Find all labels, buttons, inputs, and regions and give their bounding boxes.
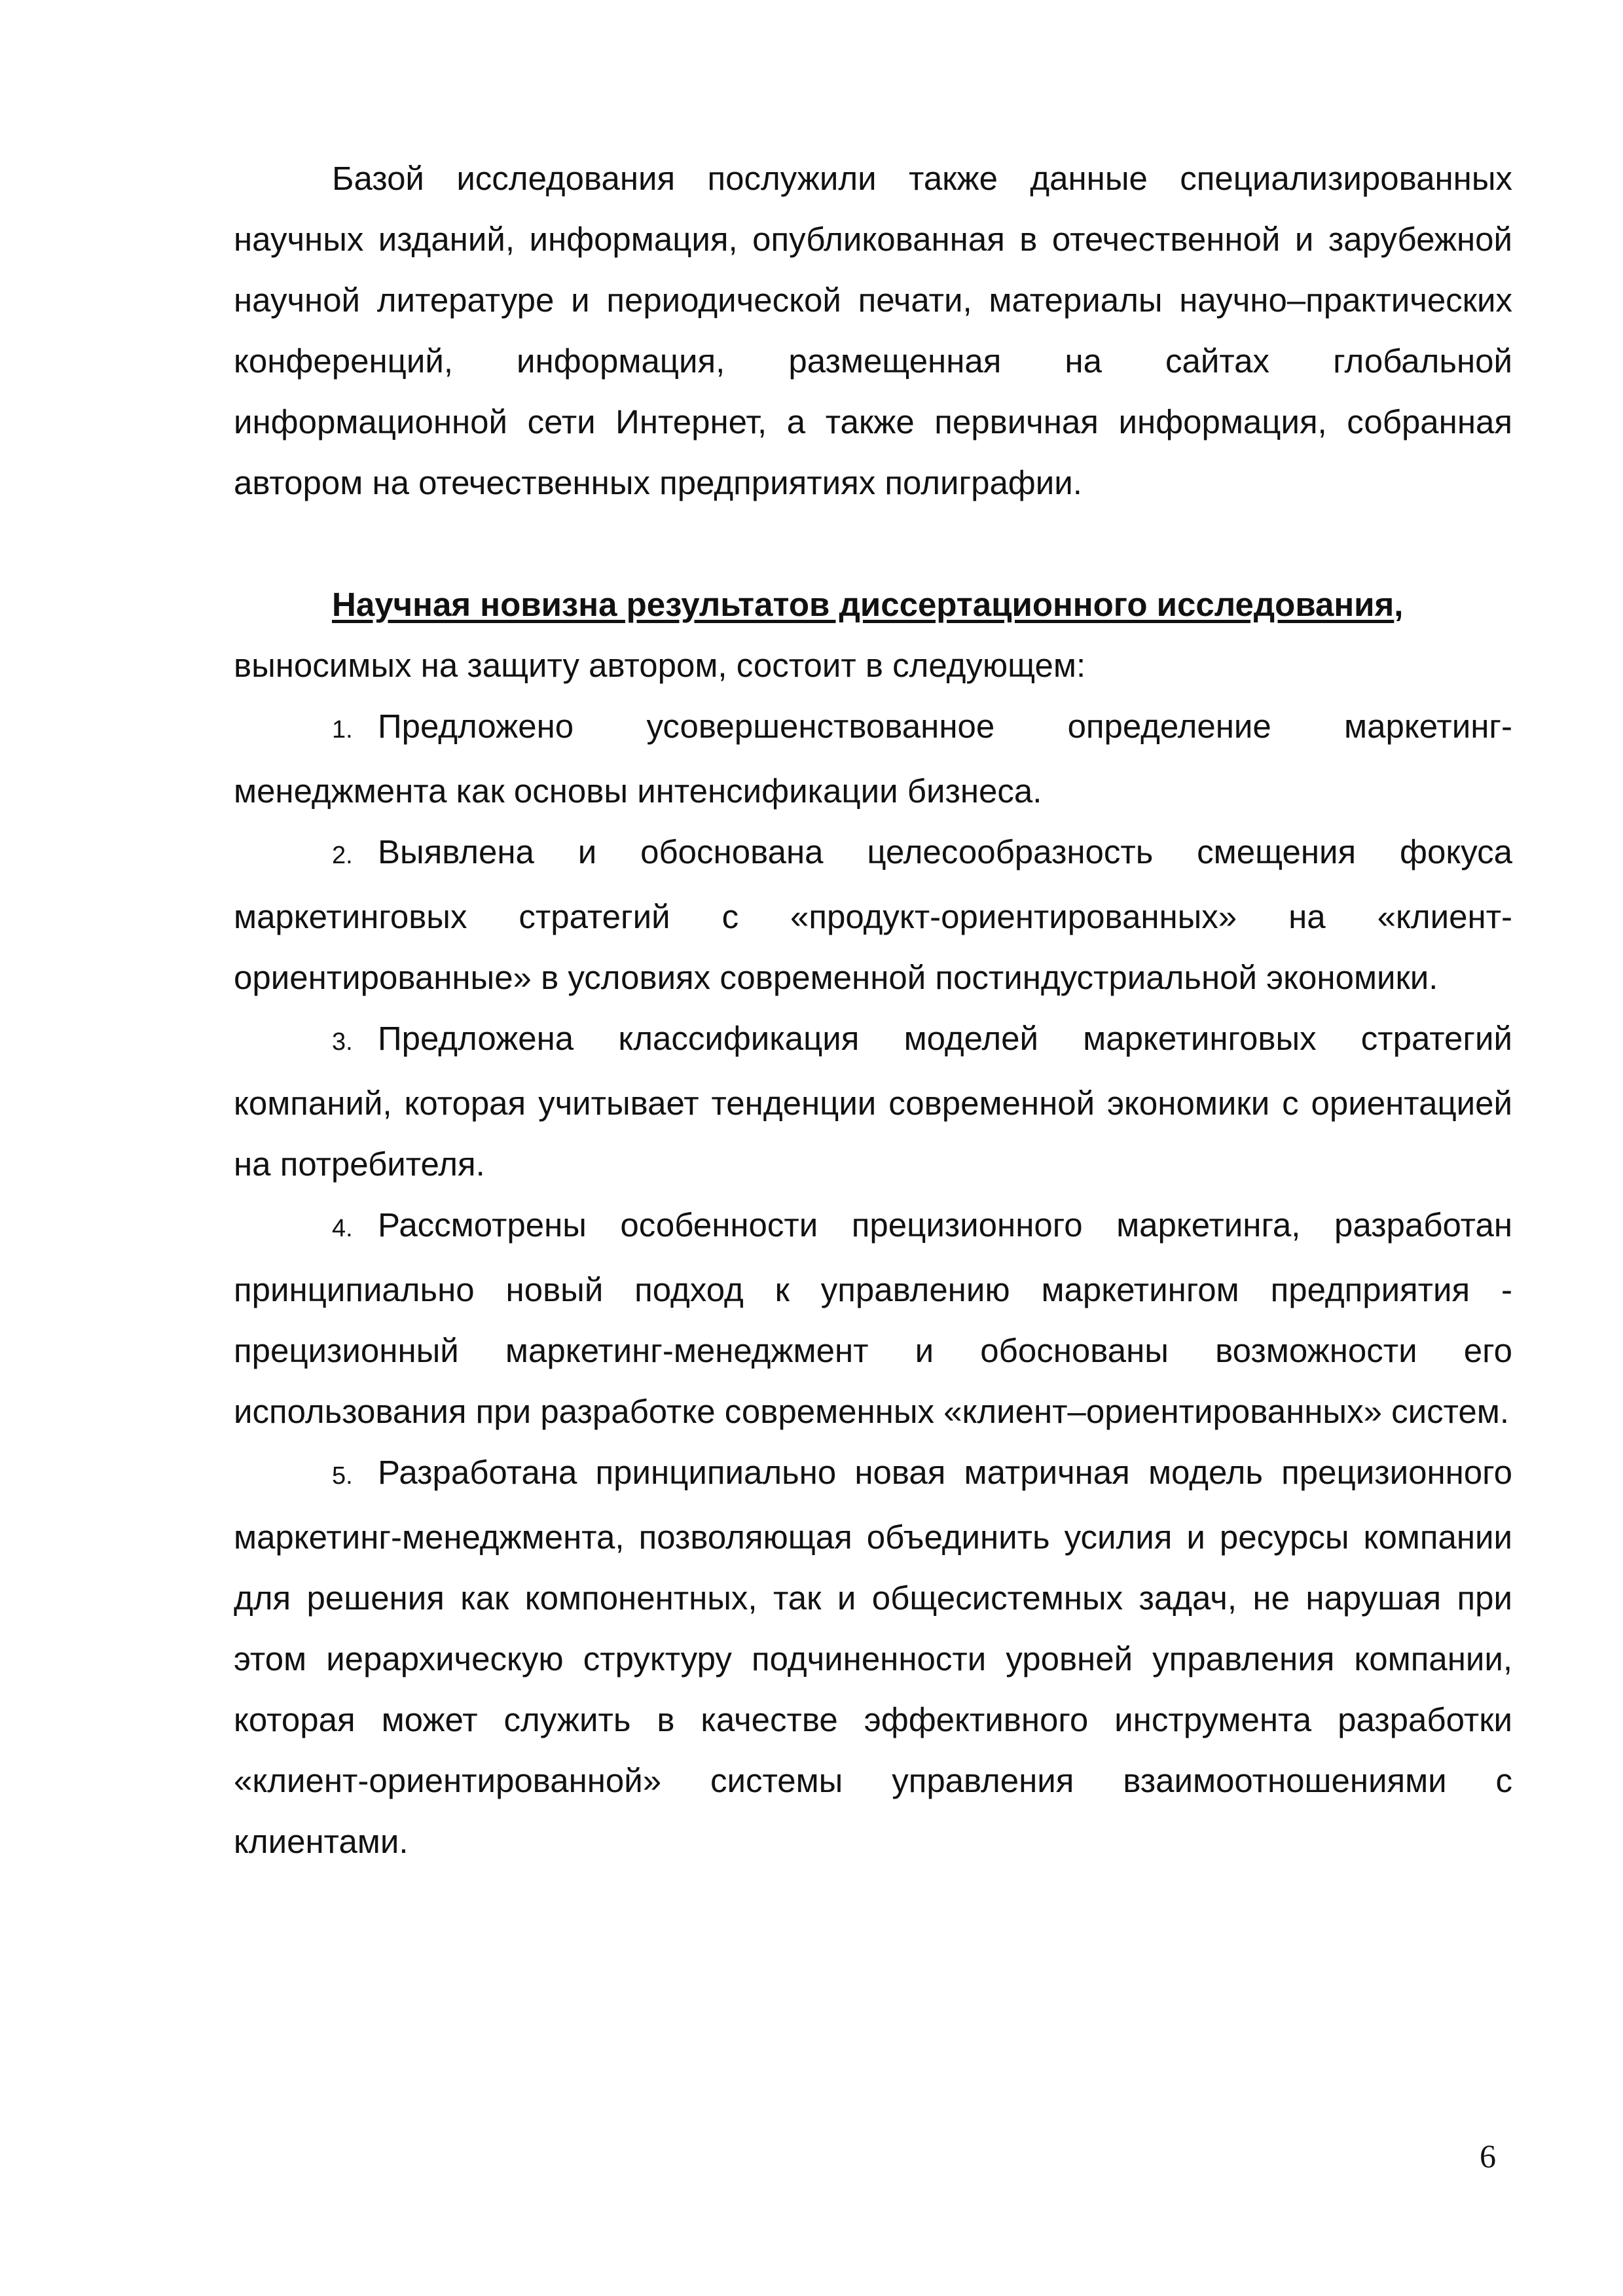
novelty-heading-paragraph xyxy=(234,574,1512,635)
list-item-text: Выявлена и обоснована целесообразность смещения фокуса маркетинговых стратегий с «продукт-ориентированных» на «клиент-ориентированные» в условиях современной постиндустриальной экономики. xyxy=(234,833,1512,996)
list-item-text: Рассмотрены особенности прецизионного маркетинга, разработан принципиально новый подход к управлению маркетингом предприятия - прецизионный маркетинг-менеджмент и обоснованы возможности его использования при разработке современных «клиент–ориентированных» систем. xyxy=(234,1206,1512,1430)
list-item xyxy=(234,821,1512,1008)
novelty-heading: Научная новизна результатов диссертационного исследования xyxy=(332,586,1395,623)
list-item-text: Предложено усовершенствованное определение маркетинг-менеджмента как основы интенсификации бизнеса. xyxy=(234,708,1512,810)
page-number: 6 xyxy=(1480,2138,1496,2174)
list-item-number: 1. xyxy=(332,716,353,744)
list-item-number: 4. xyxy=(332,1215,353,1242)
intro-paragraph: Базой исследования послужили также данные специализированных научных изданий, информация, опубликованная в отечественной и зарубежной научной литературе и периодической печати, материалы научно–практических конференций, информация, размещенная на сайтах глобальной информационной сети Интернет, а также первичная информация, собранная автором на отечественных предприятиях полиграфии. xyxy=(234,160,1512,501)
document-body xyxy=(234,148,1512,1872)
list-item-text: Предложена классификация моделей маркетинговых стратегий компаний, которая учитывает тенденции современной экономики с ориентацией на потребителя. xyxy=(234,1020,1512,1183)
list-item-number: 5. xyxy=(332,1462,353,1490)
list-item-text: Разработана принципиально новая матричная модель прецизионного маркетинг-менеджмента, позволяющая объединить усилия и ресурсы компании для решения как компонентных, так и общесистемных задач, не нарушая при этом иерархическую структуру подчиненности уровней управления компании, которая может служить в качестве эффективного инструмента разработки «клиент-ориентированной» системы управления взаимоотношениями с клиентами. xyxy=(234,1454,1512,1860)
list-item xyxy=(234,1442,1512,1872)
list-item xyxy=(234,1194,1512,1442)
list-item-number: 2. xyxy=(332,842,353,869)
list-item xyxy=(234,696,1512,821)
paragraph-spacer xyxy=(234,513,1512,574)
list-item-number: 3. xyxy=(332,1028,353,1056)
list-item xyxy=(234,1008,1512,1194)
novelty-heading-comma: , xyxy=(1394,586,1404,623)
novelty-lead: выносимых на защиту автором, состоит в следующем: xyxy=(234,647,1086,684)
